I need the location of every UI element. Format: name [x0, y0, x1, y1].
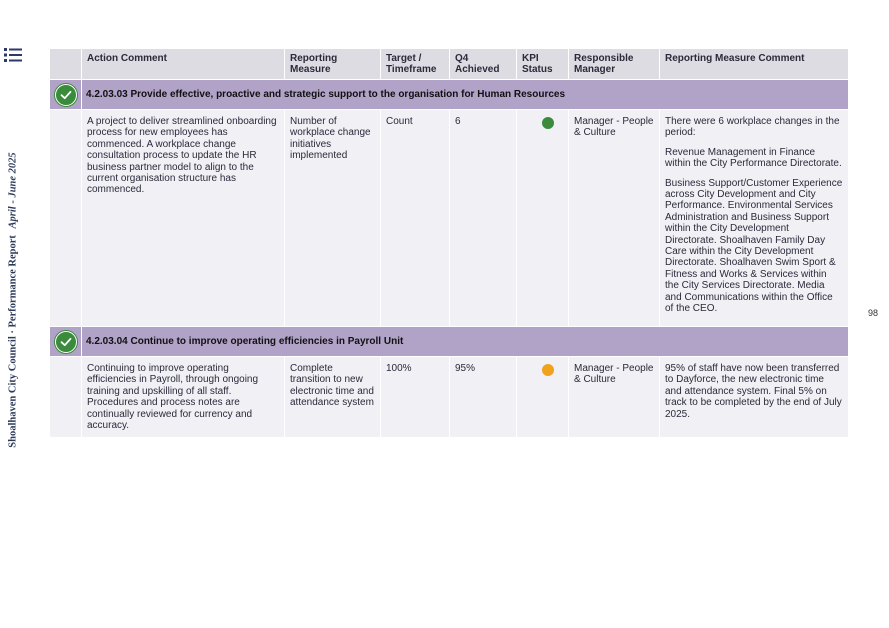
- header-target-timeframe: Target / Timeframe: [381, 49, 450, 80]
- report-period: April - June 2025: [7, 152, 19, 229]
- q4-achieved-cell: 6: [450, 110, 517, 327]
- header-kpi-status: KPI Status: [517, 49, 569, 80]
- q4-achieved-cell: 95%: [450, 357, 517, 437]
- target-cell: 100%: [381, 357, 450, 437]
- report-title: Shoalhaven City Council · Performance Report: [7, 235, 19, 448]
- check-circle-icon: [55, 331, 77, 353]
- table-row: [50, 110, 848, 327]
- row-blank: [50, 110, 82, 327]
- reporting-measure-comment-cell: [660, 357, 848, 437]
- performance-table: [49, 49, 848, 437]
- header-responsible-manager: Responsible Manager: [569, 49, 660, 80]
- comment-paragraph: Business Support/Customer Experience across City Development and City Performance. Environmental Services Administration and Business Support within the City Development Directorate. Shoalhaven Family Day Care within the City Development Directorate. Shoalhaven Swim Sport & Fitness and Works & Services within the City Services Directorate. Media and Communications within the Office of the CEO.: [665, 177, 843, 315]
- comment-paragraph: Revenue Management in Finance within the City Performance Directorate.: [665, 146, 842, 170]
- section-row: [50, 327, 848, 357]
- menu-list-icon[interactable]: [4, 48, 22, 62]
- section-check-cell: [50, 327, 82, 357]
- row-blank: [50, 357, 82, 437]
- header-blank: [50, 49, 82, 80]
- reporting-measure-comment-cell: [660, 110, 848, 327]
- check-circle-icon: [55, 84, 77, 106]
- table-row: [50, 357, 848, 437]
- action-comment-cell: Continuing to improve operating efficiencies in Payroll, through ongoing training and upskilling of all staff. Procedures and process notes are continually reviewed for currency and accuracy.: [82, 357, 285, 437]
- kpi-status-cell: [517, 110, 569, 327]
- action-comment-cell: A project to deliver streamlined onboarding process for new employees has commenced. A workplace change consultation process to update the HR business partner model to align to the current organisation structure has commenced.: [82, 110, 285, 327]
- header-action-comment: Action Comment: [82, 49, 285, 80]
- header-q4-achieved: Q4 Achieved: [450, 49, 517, 80]
- section-check-cell: [50, 80, 82, 110]
- kpi-status-green-dot-icon: [542, 117, 554, 129]
- comment-paragraph: 95% of staff have now been transferred to Dayforce, the new electronic time and attendance system. Final 5% on track to be completed by the end of July 2025.: [665, 363, 842, 420]
- section-row: [50, 80, 848, 110]
- kpi-status-amber-dot-icon: [542, 364, 554, 376]
- header-reporting-measure-comment: Reporting Measure Comment: [660, 49, 848, 80]
- reporting-measure-cell: Complete transition to new electronic time and attendance system: [285, 357, 381, 437]
- responsible-manager-cell: Manager - People & Culture: [569, 357, 660, 437]
- reporting-measure-cell: Number of workplace change initiatives implemented: [285, 110, 381, 327]
- table-header-row: [50, 49, 848, 80]
- kpi-status-cell: [517, 357, 569, 437]
- responsible-manager-cell: Manager - People & Culture: [569, 110, 660, 327]
- header-reporting-measure: Reporting Measure: [285, 49, 381, 80]
- page-number: 98: [868, 308, 879, 318]
- target-cell: Count: [381, 110, 450, 327]
- section-title: 4.2.03.04 Continue to improve operating efficiencies in Payroll Unit: [82, 327, 848, 357]
- report-side-title: [8, 152, 19, 447]
- comment-paragraph: There were 6 workplace changes in the period:: [665, 116, 840, 139]
- section-title: 4.2.03.03 Provide effective, proactive and strategic support to the organisation for Human Resources: [82, 80, 848, 110]
